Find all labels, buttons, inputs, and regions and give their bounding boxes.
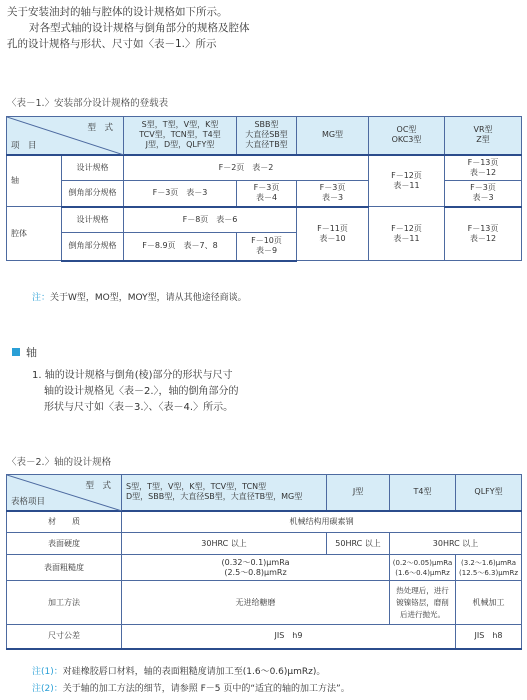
col1-line: J型，D型，QLFY型 (145, 140, 215, 150)
col2-line: 大直径TB型 (245, 140, 288, 150)
cell-line: 表－4 (255, 193, 278, 203)
col2-line: 大直径SB型 (245, 130, 288, 140)
cell-line: (0.32～0.1)μmRa (221, 557, 290, 567)
row-label-machining: 加工方法 (7, 581, 122, 625)
cell-line: F－3页 (319, 183, 346, 193)
hardness-b: 50HRC 以上 (327, 533, 390, 555)
section-square-icon (12, 348, 20, 356)
roughness-a (122, 555, 390, 581)
table1-col1-header (124, 117, 237, 155)
table2-col1-header (122, 475, 327, 511)
cell-line: 后进行抛光。 (400, 609, 446, 619)
shaft-chamfer-a: F－3页 表－3 (124, 181, 237, 207)
cell-line: F－12页 (391, 223, 422, 233)
housing-vr (445, 207, 522, 261)
cell-line: 表－10 (319, 233, 346, 243)
cell-line: F－12页 (391, 170, 422, 180)
cell-line: F－3页 (470, 183, 496, 193)
shaft-line-1: 1. 轴的设计规格与倒角(棱)部分的形状与尺寸 (32, 370, 233, 381)
shaft-line-2: 轴的设计规格见〈表－2.〉，轴的倒角部分的 (44, 386, 239, 397)
table2-corner (7, 475, 122, 511)
row-label-housing: 腔体 (7, 207, 62, 261)
col1-line: S型，T型，V型，K型，TCV型，TCN型 (126, 482, 267, 492)
col5-line: VR型 (473, 125, 493, 135)
row-label-hardness: 表面硬度 (7, 533, 122, 555)
table1-col3-header: MG型 (297, 117, 369, 155)
table1-col4-header (369, 117, 445, 155)
row-sub-design: 设计规格 (62, 155, 124, 181)
housing-oc (369, 207, 445, 261)
corner-top-label: 型 式 (87, 123, 113, 133)
col4-line: OKC3型 (391, 135, 422, 145)
cell-line: 热处理后，进行 (396, 585, 449, 595)
corner-top-label: 型 式 (85, 481, 111, 491)
cell-line: 表－3 (472, 193, 494, 203)
cell-line: 表－11 (393, 180, 420, 190)
intro-line-3: 孔的设计规格与形状、尺寸如〈表－1.〉所示 (7, 38, 217, 50)
row-label-tolerance: 尺寸公差 (7, 625, 122, 649)
row-label-material: 材 质 (7, 511, 122, 533)
roughness-qlfy (456, 555, 522, 581)
cell-line: F－11页 (317, 223, 348, 233)
corner-bottom-label: 项 目 (11, 140, 37, 151)
row-sub-chamfer: 倒角部分规格 (62, 181, 124, 207)
row-label-roughness: 表面粗糙度 (7, 555, 122, 581)
table2-caption: 〈表－2.〉轴的设计规格 (7, 457, 112, 468)
note-text: 对硅橡胶唇口材料，轴的表面粗糙度请加工至(1.6～0.6)μmRz)。 (62, 667, 326, 677)
intro-line-1: 关于安装油封的轴与腔体的设计规格如下所示。 (7, 6, 228, 18)
material-value: 机械结构用碳素钢 (122, 511, 522, 533)
hardness-a: 30HRC 以上 (122, 533, 327, 555)
note-text: 关于W型，MO型，MOY型，请从其他途径商谈。 (50, 293, 247, 303)
roughness-t4 (390, 555, 456, 581)
intro-line-2: 对各型式轴的设计规格与倒角部分的规格及腔体 (29, 22, 250, 34)
cell-line: 表－12 (469, 233, 497, 243)
table2-note-2 (32, 681, 350, 694)
col5-line: Z型 (476, 135, 490, 145)
note-text: 关于轴的加工方法的细节，请参照 F－5 页中的“适宜的轴的加工方法”。 (62, 684, 350, 694)
cell-line: F－13页 (467, 223, 499, 233)
cell-line: F－10页 (251, 236, 282, 246)
machining-qlfy: 机械加工 (456, 581, 522, 625)
table-2 (6, 474, 522, 650)
section-title: 轴 (26, 346, 37, 359)
row-sub-chamfer: 倒角部分规格 (62, 233, 124, 261)
cell-line: 表－9 (255, 246, 278, 256)
cell-line: (3.2～1.6)μmRa (461, 558, 517, 567)
table2-col4-header: QLFY型 (456, 475, 522, 511)
section-heading (12, 344, 37, 360)
shaft-mg (297, 181, 369, 207)
shaft-vr-design (445, 155, 522, 181)
table1-col5-header (445, 117, 522, 155)
shaft-paragraph (32, 368, 239, 416)
housing-design-main: F－8页 表－6 (124, 207, 297, 233)
shaft-vr-chamfer (445, 181, 522, 207)
tolerance-a: JIS h9 (122, 625, 456, 649)
housing-mg (297, 207, 369, 261)
shaft-design-main: F－2页 表－2 (124, 155, 369, 181)
table2-note-1 (32, 664, 325, 677)
shaft-chamfer-b (237, 181, 297, 207)
cell-line: 表－12 (469, 167, 497, 177)
table2-col2-header: J型 (327, 475, 390, 511)
col4-line: OC型 (396, 125, 417, 135)
machining-a: 无进给糖磨 (122, 581, 390, 625)
cell-line: F－13页 (467, 157, 499, 167)
shaft-line-3: 形状与尺寸如〈表－3.〉、〈表－4.〉所示。 (44, 402, 234, 413)
cell-line: 镀镍铬层，磨削 (396, 597, 449, 607)
table1-corner (7, 117, 124, 155)
row-label-shaft: 轴 (7, 155, 62, 207)
col1-line: D型，SBB型，大直径SB型，大直径TB型，MG型 (126, 492, 303, 502)
table1-note (32, 290, 247, 303)
col2-line: SBB型 (254, 120, 279, 130)
cell-line: F－3页 (253, 183, 280, 193)
cell-line: (1.6～0.4)μmRz (395, 568, 450, 577)
note-tag: 注(2)： (32, 684, 63, 694)
corner-bottom-label: 表格项目 (11, 496, 46, 507)
cell-line: 表－11 (393, 233, 420, 243)
table-1 (6, 116, 522, 262)
housing-chamfer-a: F－8.9页 表－7、8 (124, 233, 237, 261)
cell-line: (0.2～0.05)μmRa (392, 558, 453, 567)
machining-t4 (390, 581, 456, 625)
cell-line: (12.5～6.3)μmRz (459, 568, 519, 577)
intro-paragraph (7, 4, 250, 52)
cell-line: (2.5～0.8)μmRz (224, 567, 287, 577)
cell-line: 表－3 (321, 193, 344, 203)
table2-col3-header: T4型 (390, 475, 456, 511)
table1-col2-header (237, 117, 297, 155)
table1-caption: 〈表－1.〉安装部分设计规格的登载表 (7, 98, 169, 109)
housing-chamfer-b (237, 233, 297, 261)
row-sub-design: 设计规格 (62, 207, 124, 233)
shaft-oc (369, 155, 445, 207)
col1-line: TCV型，TCN型，T4型 (139, 130, 221, 140)
col1-line: S型，T型，V型，K型 (141, 120, 219, 130)
note-tag: 注： (32, 293, 51, 303)
tolerance-qlfy: JIS h8 (456, 625, 522, 649)
hardness-c: 30HRC 以上 (390, 533, 522, 555)
note-tag: 注(1)： (32, 667, 63, 677)
